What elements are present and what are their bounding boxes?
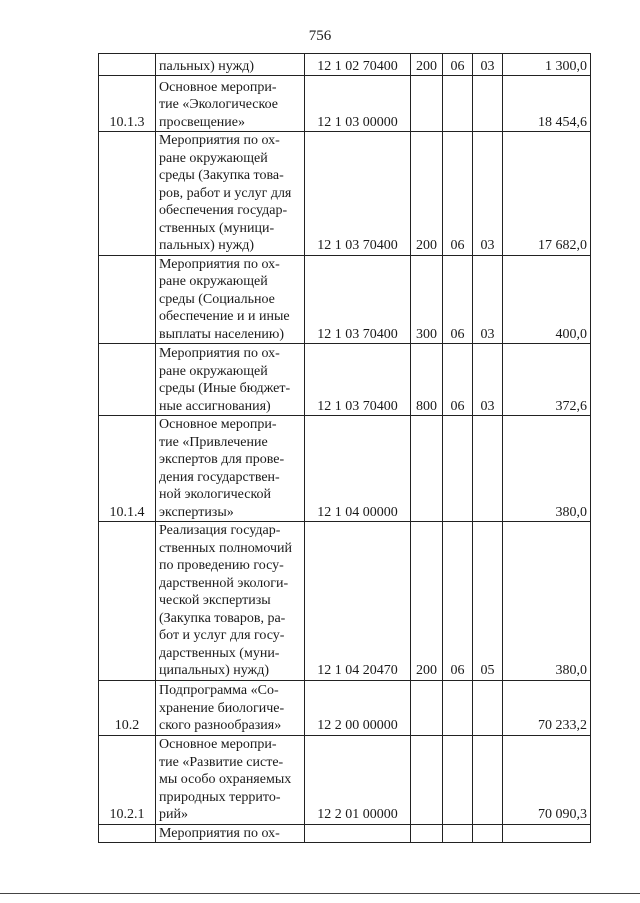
row-rz-cell: 06: [443, 54, 473, 76]
row-code-cell: 12 2 01 00000: [305, 735, 411, 824]
row-sum-cell: [503, 824, 591, 843]
row-name-line: среды (Закупка това-: [159, 168, 284, 183]
row-vr-cell: 300: [411, 255, 443, 344]
row-code-cell: [305, 824, 411, 843]
row-pr-cell: [473, 416, 503, 522]
row-name-line: Основное меропри-: [159, 417, 277, 432]
page-bottom-divider: [0, 893, 640, 894]
row-name-cell: [156, 680, 305, 735]
row-name-line: ского разнообразия»: [159, 718, 282, 733]
row-sum-cell: 372,6: [503, 344, 591, 416]
row-number-cell: 10.2: [99, 680, 156, 735]
row-vr-cell: [411, 824, 443, 843]
row-pr-cell: 03: [473, 255, 503, 344]
row-name-line: обеспечения государ-: [159, 203, 288, 218]
row-rz-cell: [443, 824, 473, 843]
row-name-line: среды (Социальное: [159, 291, 275, 307]
row-name-line: просвещение»: [159, 114, 245, 130]
row-name-line: ране окружающей: [159, 363, 268, 379]
table-row: [99, 255, 591, 344]
row-vr-cell: [411, 416, 443, 522]
row-code-cell: 12 1 03 00000: [305, 76, 411, 132]
row-sum-cell: 380,0: [503, 522, 591, 681]
row-name-line: мы особо охраняемых: [159, 772, 292, 787]
row-code-cell: 12 1 02 70400: [305, 54, 411, 76]
row-pr-cell: [473, 735, 503, 824]
row-number-cell: [99, 255, 156, 344]
table-row: [99, 735, 591, 824]
row-name-line: среды (Иные бюджет-: [159, 381, 291, 396]
row-number-cell: [99, 54, 156, 76]
row-name-line: ственных полномочий: [159, 540, 293, 556]
table-row: [99, 76, 591, 132]
table-row: [99, 344, 591, 416]
row-code-cell: 12 1 04 20470: [305, 522, 411, 681]
table-row: [99, 680, 591, 735]
table-row: [99, 132, 591, 256]
row-name-line: Мероприятия по ох-: [159, 825, 280, 841]
row-rz-cell: 06: [443, 344, 473, 416]
row-code-cell: 12 2 00 00000: [305, 680, 411, 735]
row-name-line: обеспечение и и иные: [159, 309, 290, 324]
row-name-line: хранение биологиче-: [159, 700, 285, 716]
row-code-cell: 12 1 03 70400: [305, 255, 411, 344]
row-sum-cell: 17 682,0: [503, 132, 591, 256]
row-name-line: ране окружающей: [159, 150, 268, 166]
row-name-line: ческой экспертизы: [159, 593, 271, 608]
row-pr-cell: [473, 824, 503, 843]
row-rz-cell: [443, 735, 473, 824]
budget-table-body: [99, 54, 591, 843]
row-name-line: Реализация государ-: [159, 523, 281, 538]
row-name-line: ные ассигнования): [159, 398, 271, 414]
row-rz-cell: [443, 416, 473, 522]
row-rz-cell: 06: [443, 522, 473, 681]
row-number-cell: 10.2.1: [99, 735, 156, 824]
row-rz-cell: 06: [443, 132, 473, 256]
row-name-line: тие «Экологическое: [159, 97, 278, 112]
row-name-cell: [156, 735, 305, 824]
row-name-line: ров, работ и услуг для: [159, 185, 292, 201]
table-row: [99, 824, 591, 843]
row-sum-cell: 70 233,2: [503, 680, 591, 735]
table-row: [99, 522, 591, 681]
row-name-cell: [156, 344, 305, 416]
row-vr-cell: [411, 680, 443, 735]
row-number-cell: 10.1.4: [99, 416, 156, 522]
row-name-line: Основное меропри-: [159, 737, 277, 752]
row-sum-cell: 70 090,3: [503, 735, 591, 824]
row-name-line: Подпрограмма «Со-: [159, 683, 279, 698]
row-sum-cell: 400,0: [503, 255, 591, 344]
row-rz-cell: [443, 76, 473, 132]
row-name-line: ране окружающей: [159, 274, 268, 289]
row-rz-cell: [443, 680, 473, 735]
row-name-line: природных террито-: [159, 789, 281, 805]
row-name-cell: [156, 255, 305, 344]
table-row: [99, 54, 591, 76]
row-name-line: Мероприятия по ох-: [159, 346, 280, 361]
row-sum-cell: 380,0: [503, 416, 591, 522]
table-row: [99, 416, 591, 522]
row-pr-cell: 05: [473, 522, 503, 681]
row-pr-cell: 03: [473, 344, 503, 416]
row-name-cell: [156, 54, 305, 76]
row-vr-cell: 200: [411, 132, 443, 256]
row-name-cell: [156, 132, 305, 256]
row-sum-cell: 18 454,6: [503, 76, 591, 132]
row-name-cell: [156, 76, 305, 132]
row-name-line: ной экологической: [159, 487, 272, 502]
row-name-line: (Закупка товаров, ра-: [159, 610, 286, 626]
row-name-line: Основное меропри-: [159, 79, 277, 95]
row-name-line: бот и услуг для госу-: [159, 628, 285, 643]
row-code-cell: 12 1 03 70400: [305, 344, 411, 416]
row-pr-cell: [473, 76, 503, 132]
row-code-cell: 12 1 03 70400: [305, 132, 411, 256]
row-name-line: пальных) нужд): [159, 58, 255, 74]
row-name-line: Мероприятия по ох-: [159, 256, 280, 272]
row-number-cell: [99, 824, 156, 843]
row-vr-cell: 200: [411, 522, 443, 681]
row-number-cell: 10.1.3: [99, 76, 156, 132]
row-number-cell: [99, 522, 156, 681]
row-vr-cell: 800: [411, 344, 443, 416]
row-name-line: рий»: [159, 807, 188, 822]
row-number-cell: [99, 132, 156, 256]
row-name-line: экспертов для прове-: [159, 452, 285, 467]
row-name-line: пальных) нужд): [159, 238, 255, 253]
row-name-line: по проведению госу-: [159, 558, 284, 573]
budget-table: [98, 53, 591, 843]
page-number: 756: [308, 28, 332, 44]
row-name-line: ственных (муници-: [159, 220, 275, 236]
row-pr-cell: 03: [473, 54, 503, 76]
row-name-line: ципальных) нужд): [159, 663, 270, 678]
row-vr-cell: 200: [411, 54, 443, 76]
row-name-line: дарственной экологи-: [159, 575, 289, 591]
row-number-cell: [99, 344, 156, 416]
row-name-line: выплаты населению): [159, 326, 284, 342]
row-name-line: дения государствен-: [159, 469, 280, 485]
row-name-line: тие «Привлечение: [159, 434, 268, 450]
row-name-line: экспертизы»: [159, 504, 234, 520]
row-pr-cell: [473, 680, 503, 735]
row-name-cell: [156, 522, 305, 681]
row-vr-cell: [411, 76, 443, 132]
row-name-line: Мероприятия по ох-: [159, 133, 280, 148]
row-name-line: тие «Развитие систе-: [159, 754, 284, 770]
row-vr-cell: [411, 735, 443, 824]
row-code-cell: 12 1 04 00000: [305, 416, 411, 522]
row-name-cell: [156, 416, 305, 522]
row-rz-cell: 06: [443, 255, 473, 344]
row-name-cell: [156, 824, 305, 843]
row-name-line: дарственных (муни-: [159, 645, 280, 661]
row-sum-cell: 1 300,0: [503, 54, 591, 76]
row-pr-cell: 03: [473, 132, 503, 256]
